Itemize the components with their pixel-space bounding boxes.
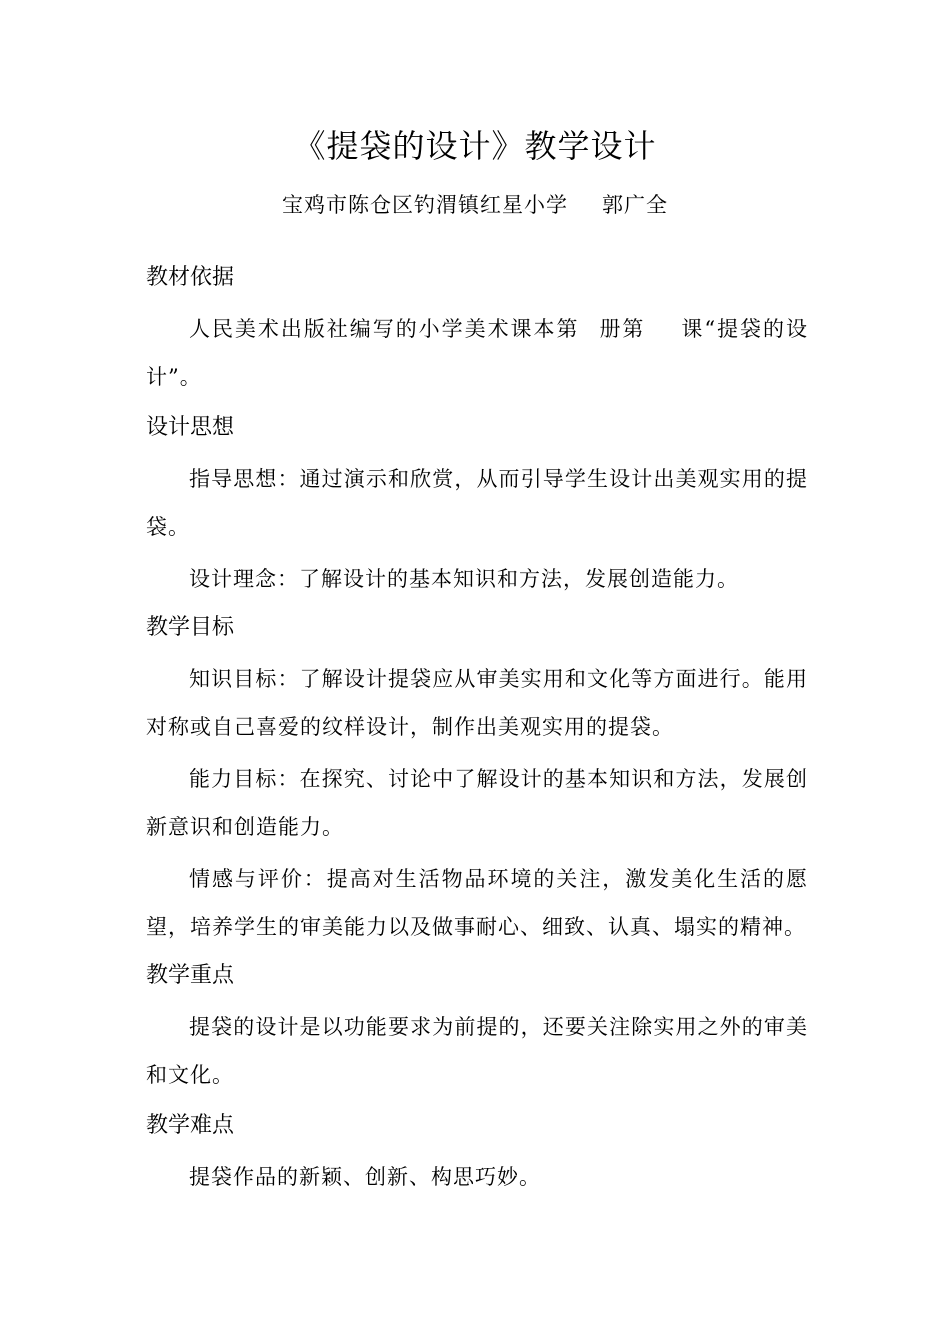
- goals-paragraph-2: 能力目标：在探究、讨论中了解设计的基本知识和方法，发展创新意识和创造能力。: [146, 767, 808, 839]
- idea-paragraph-2: 设计理念：了解设计的基本知识和方法，发展创造能力。: [189, 567, 739, 591]
- section-heading-basis: 教材依据: [146, 265, 235, 290]
- section-heading-goals: 教学目标: [146, 615, 235, 640]
- basis-paragraph: [146, 305, 808, 401]
- basis-text-part2: 册第: [599, 317, 646, 341]
- basis-text-part3: 课“提袋的设计”。: [146, 317, 808, 389]
- document-title: 《提袋的设计》教学设计: [293, 127, 657, 165]
- idea-paragraph-1: 指导思想：通过演示和欣赏，从而引导学生设计出美观实用的提袋。: [146, 467, 808, 539]
- school-name: 宝鸡市陈仓区钓渭镇红星小学: [282, 193, 568, 217]
- section-heading-key-points: 教学重点: [146, 963, 235, 988]
- section-heading-difficulties: 教学难点: [146, 1113, 235, 1138]
- difficulties-paragraph: 提袋作品的新颖、创新、构思巧妙。: [189, 1165, 541, 1189]
- goals-paragraph-1: 知识目标：了解设计提袋应从审美实用和文化等方面进行。能用对称或自己喜爱的纹样设计，制作出美观实用的提袋。: [146, 667, 808, 739]
- section-heading-idea: 设计思想: [146, 415, 235, 440]
- key-points-paragraph: 提袋的设计是以功能要求为前提的，还要关注除实用之外的审美和文化。: [146, 1015, 808, 1087]
- basis-text-part1: 人民美术出版社编写的小学美术课本第: [189, 317, 580, 341]
- author-name: 郭广全: [602, 193, 668, 217]
- goals-paragraph-3: 情感与评价：提高对生活物品环境的关注，激发美化生活的愿望，培养学生的审美能力以及做事耐心、细致、认真、塌实的精神。: [146, 867, 808, 939]
- document-subtitle: [0, 190, 950, 220]
